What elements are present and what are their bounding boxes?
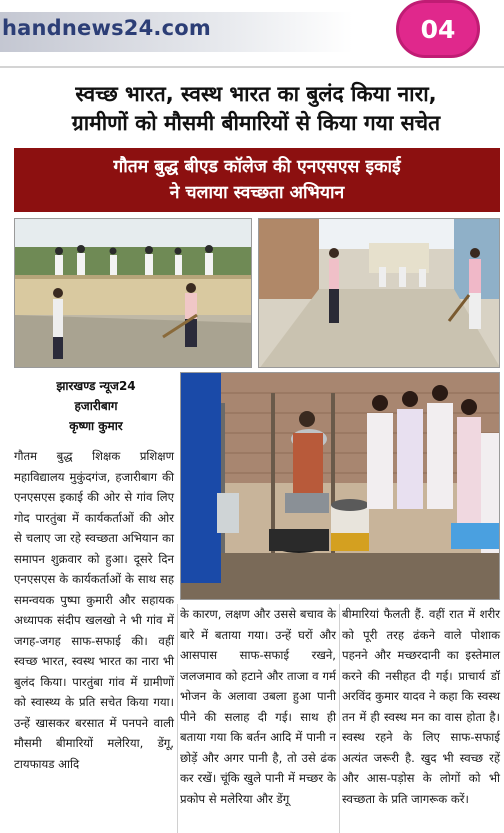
- headline: [12, 80, 500, 138]
- subhead-line-1: गौतम बुद्ध बीएड कॉलेज की एनएसएस इकाई: [113, 157, 401, 177]
- column-divider: [177, 604, 178, 833]
- subhead-line-2: ने चलाया स्वच्छता अभियान: [169, 183, 345, 203]
- article-column-3: बीमारियां फैलती हैं. वहीं रात में शरीर को पूरी तरह ढंकने वाले पोशाक पहनने और मच्छरदानी का इस्तेमाल करने की नसीहत दी गई। प्राचार्य डॉ अरविंद कुमार यादव ने कहा कि स्वस्थ तन में ही स्वस्थ मन का वास होता है। स्वस्थ रहने के लिए साफ-सफाई अत्यंत जरूरी है. खुद भी स्वच्छ रहें और आस-पड़ोस के लोगों को भी स्वच्छता के प्रति जागरूक करें।: [342, 607, 500, 806]
- photo-sweeping-road: [258, 218, 500, 368]
- site-url: handnews24.com: [2, 16, 211, 40]
- photo-sweeping-wall: [14, 218, 252, 368]
- masthead-rule: [0, 66, 504, 68]
- article-column-1: गौतम बुद्ध शिक्षक प्रशिक्षण महाविद्यालय मुकुंदगंज, हजारीबाग की एनएसएस इकाई की ओर से गांव लिए गोद पारतुंबा में कार्यकर्ताओं की ओर से चलाए जा रहे स्वच्छता अभियान का समापन शुक्रवार को हुआ। दूसरे दिन एनएसएस के कार्यकर्ताओं के साथ सह समन्वयक पुष्पा कुमारी और सहायक अध्यापक संदीप खलखो ने भी गांव में जगह-जगह साफ-सफाई की। वहीं स्वच्छ भारत, स्वस्थ भारत का नारा भी बुलंद किया। पारतुंबा गांव में ग्रामीणों को स्वास्थ्य के प्रति सचेत किया गया। उन्हें खासकर बरसात में पनपने वाली मौसमी बीमारियों मलेरिया, डेंगू, टायफायड आदि: [14, 449, 174, 771]
- headline-line-1: स्वच्छ भारत, स्वस्थ भारत का बुलंद किया नारा,: [75, 82, 437, 106]
- byline-source: झारखण्ड न्यूज24: [56, 379, 136, 393]
- page-number: 04: [420, 14, 456, 44]
- byline: [16, 376, 176, 436]
- page-number-badge: [396, 0, 480, 58]
- subhead-banner: [14, 148, 500, 212]
- byline-author: कृष्णा कुमार: [69, 419, 123, 433]
- masthead: [0, 0, 504, 66]
- article-column-2: के कारण, लक्षण और उससे बचाव के बारे में बताया गया। उन्हें घरों और आसपास साफ-सफाई रखने, जलजमाव को हटाने और ताजा व गर्म भोजन के अलावा उबला हुआ पानी पीने की सलाह दी गई। साथ ही बताया गया कि बर्तन आदि में पानी न छोड़ें और अगर पानी है, तो उसे ढंक कर रखें। चूंकि खुले पानी में मच्छर के प्रकोप से मलेरिया और डेंगू: [180, 607, 336, 806]
- column-divider: [339, 604, 340, 833]
- headline-line-2: ग्रामीणों को मौसमी बीमारियों से किया गया सचेत: [71, 111, 441, 135]
- subhead-text: [101, 154, 412, 206]
- byline-place: हजारीबाग: [74, 399, 118, 413]
- photo-group-handpump: [180, 372, 500, 600]
